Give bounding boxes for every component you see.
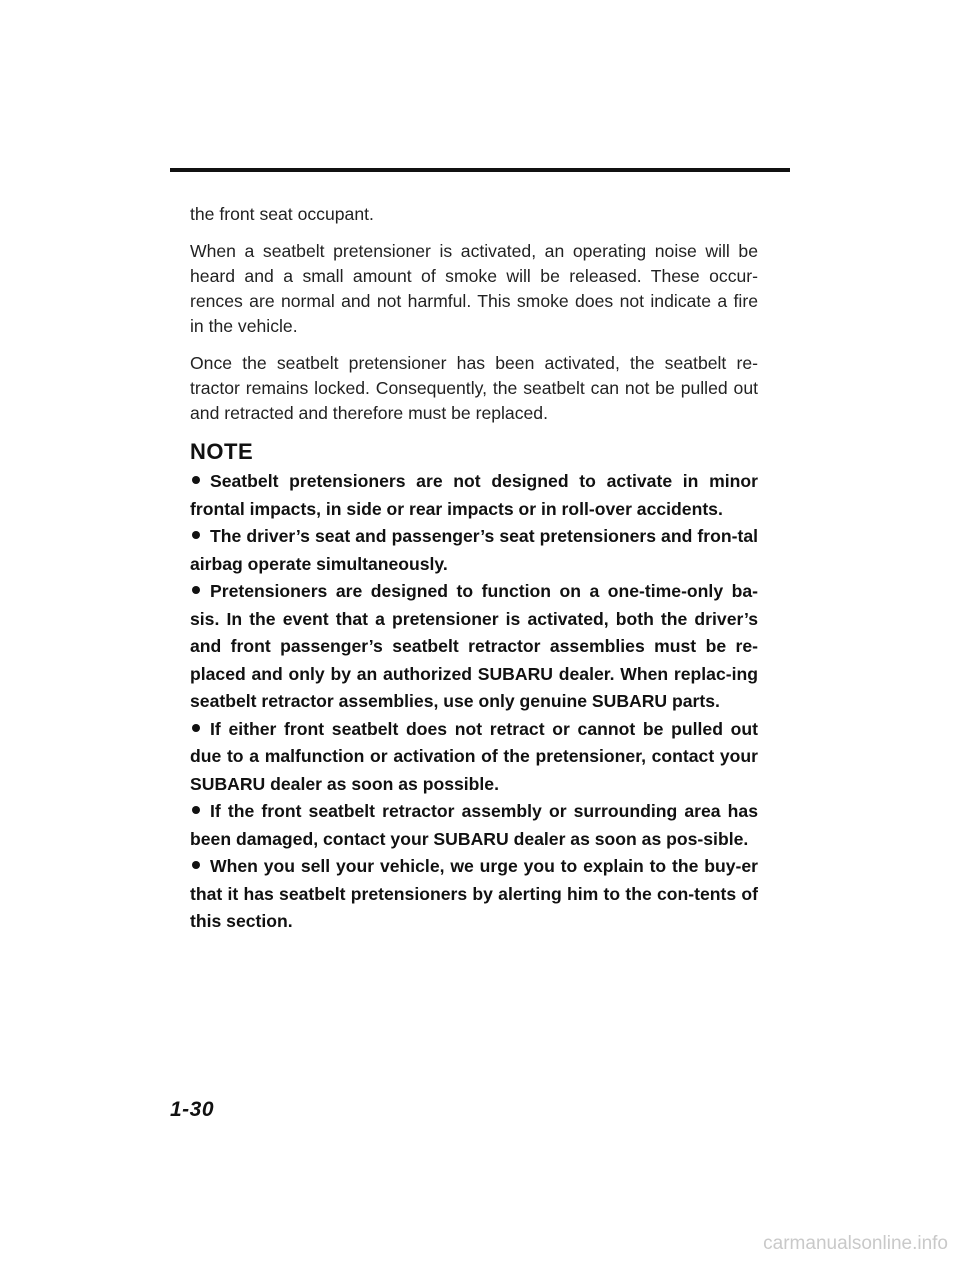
top-rule xyxy=(170,168,790,172)
note-heading: NOTE xyxy=(190,439,254,464)
note-item-text: If the front seatbelt retractor assembly or surrounding area has been damaged, contact your SUBARU dealer as soon as pos-sible. xyxy=(190,801,758,849)
note-item-text: If either front seatbelt does not retract or cannot be pulled out due to a malfunction or activation of the pretensioner, contact your SUBARU dealer as soon as possible. xyxy=(190,718,758,794)
note-item xyxy=(190,853,758,936)
paragraph-2: When a seatbelt pretensioner is activated, an operating noise will be heard and a small amount of smoke will be released. These occur-rences are normal and not harmful. This smoke does not indicate a fire in the vehicle. xyxy=(190,241,758,336)
watermark[interactable]: carmanualsonline.info xyxy=(763,1233,948,1254)
bullet-icon xyxy=(192,476,200,484)
note-item xyxy=(190,798,758,853)
bullet-icon xyxy=(192,531,200,539)
note-item xyxy=(190,716,758,799)
note-item xyxy=(190,578,758,716)
note-item-text: Pretensioners are designed to function on a one-time-only ba-sis. In the event that a pretensioner is activated, both the driver’s and front passenger’s seatbelt retractor assemblies must be re-placed and only by an authorized SUBARU dealer. When replac-ing seatbelt retractor assemblies, use only genuine SUBARU parts. xyxy=(190,581,758,711)
note-item-text: Seatbelt pretensioners are not designed to activate in minor frontal impacts, in side or rear impacts or in roll-over accidents. xyxy=(190,471,758,519)
page-content xyxy=(190,202,758,936)
note-item-text: The driver’s seat and passenger’s seat pretensioners and fron-tal airbag operate simultaneously. xyxy=(190,526,758,574)
bullet-icon xyxy=(192,806,200,814)
note-item xyxy=(190,523,758,578)
bullet-icon xyxy=(192,586,200,594)
note-list xyxy=(190,468,758,936)
note-item xyxy=(190,468,758,523)
paragraph-1: the front seat occupant. xyxy=(190,204,374,224)
note-item-text: When you sell your vehicle, we urge you to explain to the buy-er that it has seatbelt pretensioners by alerting him to the con-tents of this section. xyxy=(190,856,758,931)
bullet-icon xyxy=(192,861,200,869)
bullet-icon xyxy=(192,724,200,732)
page-number: 1-30 xyxy=(170,1098,215,1121)
paragraph-3: Once the seatbelt pretensioner has been activated, the seatbelt re-tractor remains locked. Consequently, the seatbelt can not be pulled out and retracted and therefore must be replaced. xyxy=(190,353,758,423)
